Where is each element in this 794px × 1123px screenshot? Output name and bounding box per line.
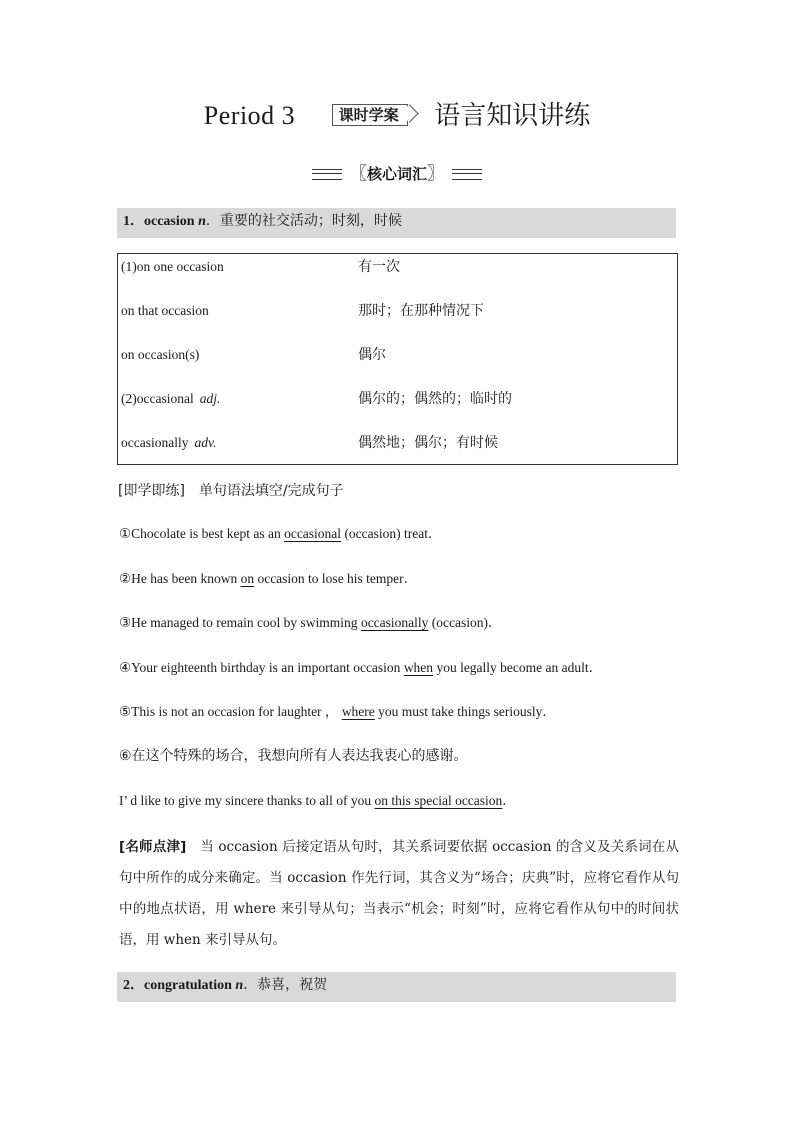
phrase-en: (2)occasional adj. [121,391,221,406]
vocab-entry-congratulation [117,972,676,1002]
entry-meaning: ．重要的社交活动；时刻，时候 [205,213,402,229]
entry-number: 1． [123,214,144,229]
exercise-sentence: ②He has been known on occasion to lose his temper． [119,571,418,586]
phrase-row [118,300,677,322]
section-title: 核心词汇 [366,165,427,183]
tip-text: 当 occasion 后接定语从句时，其关系词要依据 occasion 的含义及关系词在从句中所作的成分来确定。当 occasion 作先行词，其含义为“场合；庆典”时，应将它看作从句中的地点状语，用 where 来引导从句；当表示“机会；时刻”时，应将它看作从句中的时间状语，用 when 来引导从句。 [119,839,679,948]
section-heading [0,162,794,186]
phrase-zh: 那时；在那种情况下 [358,303,484,319]
practice-tag: [即学即练] [118,483,185,499]
answer-blank: occasionally [360,615,429,630]
entry-word: congratulation [144,978,232,993]
topic-title: 语言知识讲练 [434,101,591,131]
entry-pos: n [198,214,206,229]
exercise-sentence: ⑤This is not an occasion for laughter ， where you must take things seriously． [119,704,556,719]
lesson-badge: 课时学案 [332,104,408,126]
phrase-row [118,388,677,410]
phrase-en: on that occasion [121,303,209,318]
phrase-zh: 偶尔的；偶然的；临时的 [358,391,512,407]
bracket-right: 〗 [427,164,444,184]
entry-meaning: ．恭喜，祝贺 [243,977,328,993]
decorative-lines-icon [312,169,342,180]
phrase-en: occasionally adv. [121,435,217,450]
phrase-zh: 偶然地；偶尔；有时候 [358,435,498,451]
page-title [0,98,794,134]
vocab-entry-occasion [117,208,676,238]
phrase-row [118,256,677,278]
answer-blank: on this special occasion [374,793,503,808]
exercise-sentence: ①Chocolate is best kept as an occasional (occasion) treat． [119,526,442,541]
entry-word: occasion [144,214,195,229]
exercise-sentence: ③He managed to remain cool by swimming occasionally (occasion)． [119,615,502,630]
phrase-zh: 有一次 [358,259,400,275]
exercise-sentence: ④Your eighteenth birthday is an important occasion when you legally become an adult． [119,660,603,675]
phrase-en: on occasion(s) [121,347,200,362]
tip-tag: [名师点津] [119,839,187,855]
entry-pos: n [235,978,244,993]
phrase-row [118,344,677,366]
decorative-lines-icon [452,169,482,180]
phrase-zh: 偶尔 [358,347,386,363]
period-label: Period 3 [203,101,296,130]
teacher-tip [119,832,679,956]
answer-blank: where [341,704,375,719]
answer-blank: occasional [284,526,342,541]
phrase-en: (1)on one occasion [121,259,224,274]
phrase-table [117,253,678,465]
answer-blank: when [403,660,434,675]
bracket-left: 〖 [349,164,367,184]
practice-label [118,480,344,502]
answer-blank: on [240,571,255,586]
exercise-sentence: I’ d like to give my sincere thanks to all of you on this special occasion． [119,793,516,808]
entry-number: 2． [123,978,144,993]
practice-task: 单句语法填空/完成句子 [198,483,344,499]
exercise-sentence-chinese: ⑥在这个特殊的场合，我想向所有人表达我衷心的感谢。 [119,748,468,764]
phrase-row [118,432,677,454]
